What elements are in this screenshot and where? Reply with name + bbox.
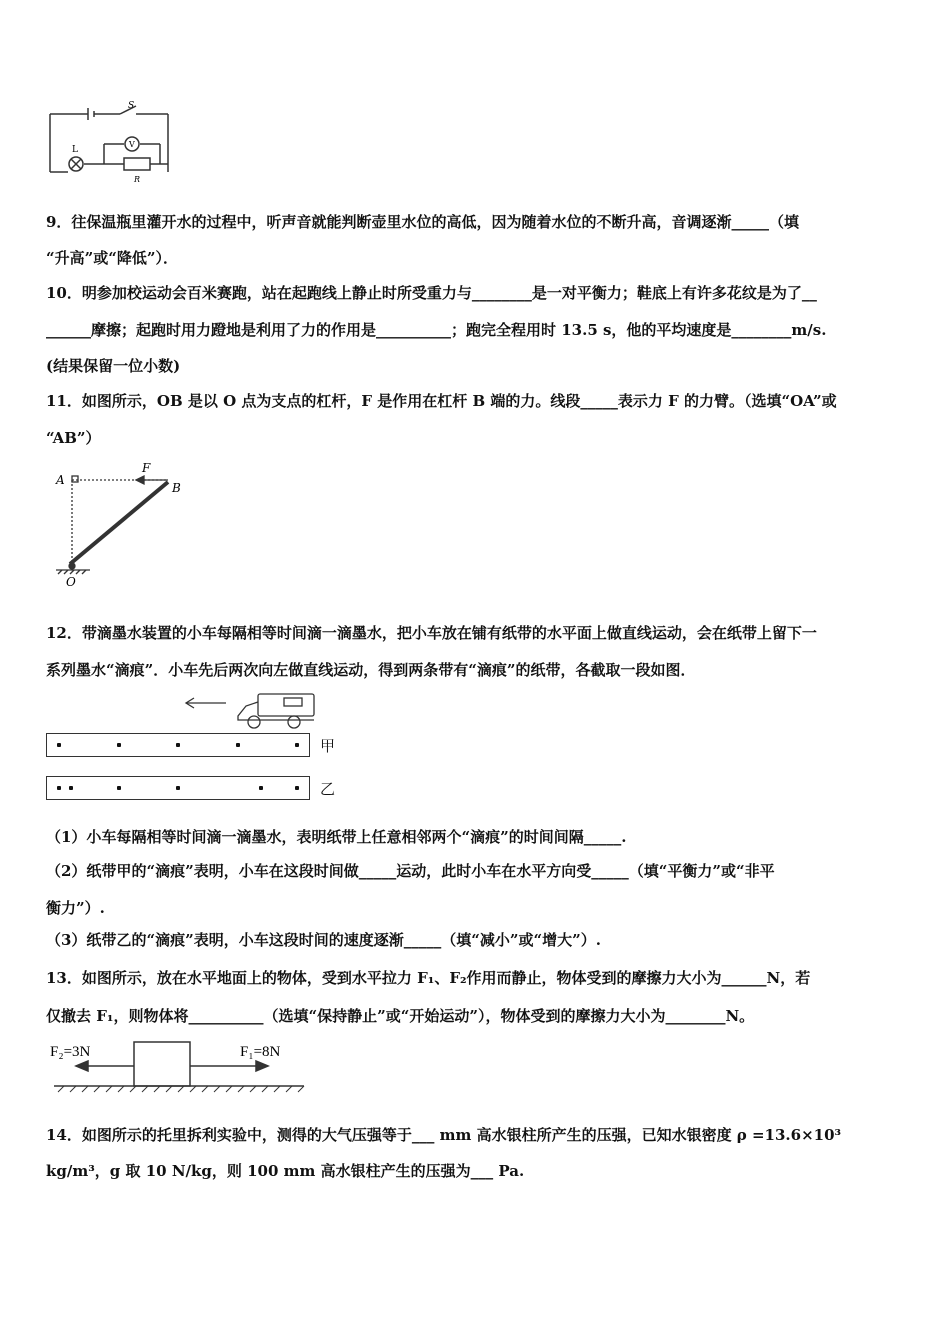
- lever-diagram: [50, 460, 190, 590]
- f2-label: F₂=3N: [50, 1044, 91, 1060]
- tape-yi-label: 乙: [320, 780, 336, 798]
- lever-label-b: B: [172, 481, 181, 495]
- q10-line2: ______摩擦；起跑时用力蹬地是利用了力的作用是__________；跑完全程用时 13.5 s，他的平均速度是________m/s.: [46, 321, 827, 339]
- q10-line1: 10．明参加校运动会百米赛跑，站在起跑线上静止时所受重力与________是一对平衡力；鞋底上有许多花纹是为了__: [46, 284, 817, 302]
- ink-drop: [295, 743, 299, 747]
- q12-line1: 12．带滴墨水装置的小车每隔相等时间滴一滴墨水，把小车放在铺有纸带的水平面上做直线运动，会在纸带上留下一: [46, 624, 817, 642]
- ink-drop: [57, 786, 61, 790]
- voltmeter-label: V: [129, 140, 135, 149]
- ink-drop: [117, 743, 121, 747]
- ink-drop: [176, 743, 180, 747]
- q9-line1: 9．往保温瓶里灌开水的过程中，听声音就能判断壶里水位的高低，因为随着水位的不断升高，音调逐渐_____（填: [46, 213, 799, 231]
- tape-jia: [46, 733, 310, 757]
- ink-drop: [295, 786, 299, 790]
- q13-line1: 13．如图所示，放在水平地面上的物体，受到水平拉力 F₁、F₂作用而静止，物体受到的摩擦力大小为______N，若: [46, 969, 811, 987]
- q13-line2: 仅撤去 F₁，则物体将__________（选填“保持静止”或“开始运动”），物体受到的摩擦力大小为________N。: [46, 1007, 755, 1025]
- f1-label: F₁=8N: [240, 1044, 281, 1060]
- ink-drop: [69, 786, 73, 790]
- q14-line2: kg/m³，g 取 10 N/kg，则 100 mm 高水银柱产生的压强为___ Pa.: [46, 1162, 525, 1180]
- lever-label-o: O: [66, 575, 76, 589]
- ink-drop: [176, 786, 180, 790]
- force-diagram: [46, 1036, 308, 1098]
- ink-drop: [259, 786, 263, 790]
- q12-sub2: （2）纸带甲的“滴痕”表明，小车在这段时间做_____运动，此时小车在水平方向受_____（填“平衡力”或“非平: [46, 862, 775, 880]
- resistor-icon: [124, 158, 150, 170]
- ink-drop: [117, 786, 121, 790]
- circuit-diagram: [44, 98, 176, 190]
- lever-label-a: A: [56, 473, 65, 487]
- tape-jia-label: 甲: [320, 737, 336, 755]
- cart-diagram: [180, 688, 320, 730]
- q14-line1: 14．如图所示的托里拆利实验中，测得的大气压强等于___ mm 高水银柱所产生的压强，已知水银密度 ρ =13.6×10³: [46, 1126, 842, 1144]
- q12-line2: 系列墨水“滴痕”．小车先后两次向左做直线运动，得到两条带有“滴痕”的纸带，各截取一段如图．: [46, 661, 696, 679]
- resistor-label: R: [134, 175, 141, 184]
- q9-line2: “升高”或“降低”）．: [46, 249, 179, 267]
- lever-label-f: F: [142, 461, 151, 475]
- block: [134, 1042, 190, 1086]
- tape-yi: [46, 776, 310, 800]
- q12-sub2b: 衡力”）.: [46, 899, 105, 917]
- q11-line1: 11．如图所示，OB 是以 O 点为支点的杠杆，F 是作用在杠杆 B 端的力。线段_____表示力 F 的力臂。（选填“OA”或: [46, 392, 837, 410]
- ink-drop: [57, 743, 61, 747]
- cart-icon: [258, 694, 314, 716]
- q11-line2: “AB”）: [46, 429, 101, 447]
- ink-drop: [236, 743, 240, 747]
- q12-sub3: （3）纸带乙的“滴痕”表明，小车这段时间的速度逐渐_____（填“减小”或“增大”）.: [46, 931, 601, 949]
- q10-line3: (结果保留一位小数): [46, 357, 181, 375]
- switch-label: S: [128, 101, 135, 111]
- q12-sub1: （1）小车每隔相等时间滴一滴墨水，表明纸带上任意相邻两个“滴痕”的时间间隔_____.: [46, 828, 627, 846]
- lamp-label: L: [72, 145, 78, 155]
